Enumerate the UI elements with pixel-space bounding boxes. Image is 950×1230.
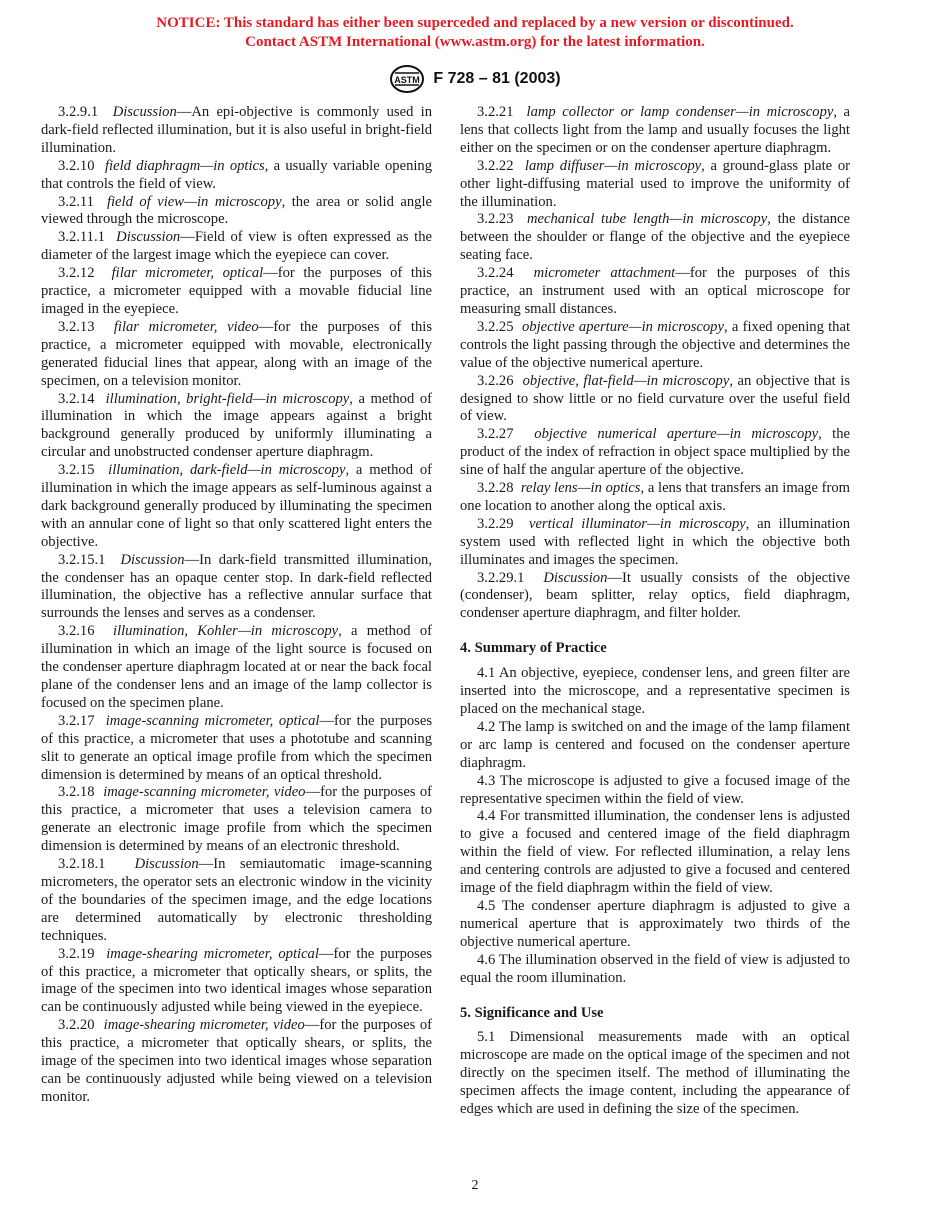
astm-logo-icon xyxy=(389,64,425,94)
definition-text: , the product of the index of refraction in object space multiplied by the sine of half the angular aperture of the objective. xyxy=(460,426,850,479)
clause-number: 3.2.14 xyxy=(58,390,106,407)
definition-text: —In dark-field transmitted illumination, the condenser has an opaque center stop. In dark-field reflected illumination, the objective has a reflective annular surface that surrounds the lenses and serves as a condenser. xyxy=(41,551,432,622)
defined-term: mechanical tube length—in microscopy xyxy=(527,211,768,228)
definition-paragraph xyxy=(460,373,850,427)
definition-paragraph xyxy=(41,623,432,713)
body-paragraph: 4.3 The microscope is adjusted to give a focused image of the representative specimen within the field of view. xyxy=(460,772,850,807)
definition-paragraph xyxy=(41,784,432,856)
definitions-continued xyxy=(460,104,850,623)
definition-text: , an illumination system used with reflected light in which the objective both illuminates and images the specimen. xyxy=(460,515,851,568)
defined-term: illumination, dark-field—in microscopy xyxy=(108,462,346,479)
definition-text: , the distance between the shoulder or flange of the objective and the eyepiece seating face. xyxy=(460,211,851,264)
clause-number: 3.2.12 xyxy=(58,265,112,282)
definition-paragraph xyxy=(460,158,850,212)
definition-paragraph xyxy=(41,552,432,624)
definition-paragraph xyxy=(460,104,850,158)
definition-paragraph xyxy=(41,194,432,230)
notice-line-1: NOTICE: This standard has either been superceded and replaced by a new version or discontinued. xyxy=(156,15,794,31)
notice-line-2: Contact ASTM International (www.astm.org) for the latest information. xyxy=(245,34,705,50)
definition-text: —for the purposes of this practice, a micrometer that uses a phototube and scanning slit to generate an optical image profile from which the specimen dimension is determined by means of an optical threshold. xyxy=(41,712,432,783)
definition-text: —for the purposes of this practice, a micrometer that optically shears, or splits, the image of the specimen into two identical images whose separation can be continuously adjusted while being viewed on a television monitor. xyxy=(41,1017,432,1105)
definition-text: , a lens that transfers an image from one location to another along the optical axis. xyxy=(460,480,850,514)
definition-text: , the area or solid angle viewed through the microscope. xyxy=(41,193,432,228)
defined-term: illumination, Kohler—in microscopy xyxy=(113,623,339,640)
section-4-heading: 4. Summary of Practice xyxy=(460,640,607,657)
clause-number: 3.2.19 xyxy=(58,945,107,962)
definition-paragraph xyxy=(460,516,850,570)
definition-text: , a usually variable opening that controls the field of view. xyxy=(41,157,433,192)
defined-term: image-scanning micrometer, video xyxy=(103,784,306,801)
defined-term: field diaphragm—in optics xyxy=(105,157,265,174)
designation: F 728 – 81 (2003) xyxy=(433,70,561,87)
defined-term: image-shearing micrometer, optical xyxy=(106,945,319,962)
defined-term: objective aperture—in microscopy xyxy=(522,318,724,335)
clause-number: 3.2.22 xyxy=(477,157,525,174)
body-paragraph: 4.5 The condenser aperture diaphragm is adjusted to give a numerical aperture that is approximately two thirds of the objective numerical aperture. xyxy=(460,897,850,950)
definition-text: —Field of view is often expressed as the diameter of the largest image which the eyepiece can cover. xyxy=(41,229,433,264)
defined-term: image-scanning micrometer, optical xyxy=(105,712,320,729)
definition-paragraph xyxy=(41,158,432,194)
definition-paragraph xyxy=(460,480,850,516)
definition-paragraph xyxy=(41,1017,432,1107)
clause-number: 3.2.15 xyxy=(58,462,109,479)
astm-logo-text: ASTM xyxy=(394,75,421,85)
defined-term: Discussion xyxy=(112,104,177,120)
definition-paragraph xyxy=(41,391,432,463)
definition-paragraph xyxy=(41,265,432,319)
clause-number: 3.2.11.1 xyxy=(58,229,117,246)
clause-number: 3.2.13 xyxy=(58,318,114,335)
clause-number: 3.2.20 xyxy=(58,1017,104,1034)
clause-number: 3.2.16 xyxy=(58,623,114,640)
definition-text: , an objective that is designed to show little or no field curvature over the useful field of view. xyxy=(460,372,851,425)
definition-text: —for the purposes of this practice, a micrometer equipped with a movable fiducial line imaged in the eyepiece. xyxy=(41,265,432,317)
definition-paragraph xyxy=(460,319,850,373)
defined-term: filar micrometer, video xyxy=(113,318,259,335)
defined-term: micrometer attachment xyxy=(533,265,676,282)
defined-term: image-shearing micrometer, video xyxy=(103,1017,305,1034)
definition-text: —for the purposes of this practice, a micrometer equipped with movable, electronically generated fiducial lines that appear, along with an image of the specimen, on a television monitor. xyxy=(41,318,432,389)
definition-text: , a lens that collects light from the lamp and usually focuses the light either on the specimen or on the condenser aperture diaphragm. xyxy=(460,104,850,156)
clause-number: 3.2.15.1 xyxy=(58,551,121,568)
clause-number: 3.2.29 xyxy=(477,515,529,532)
clause-number: 3.2.17 xyxy=(58,712,106,729)
definition-paragraph xyxy=(460,211,850,265)
page-number: 2 xyxy=(471,1178,479,1193)
defined-term: Discussion xyxy=(134,856,199,873)
section-4-body xyxy=(460,665,850,987)
clause-number: 3.2.24 xyxy=(477,265,534,282)
defined-term: Discussion xyxy=(543,569,608,586)
clause-number: 3.2.18 xyxy=(58,784,104,801)
definition-paragraph xyxy=(41,713,432,785)
left-column xyxy=(41,104,432,1107)
clause-number: 3.2.26 xyxy=(477,372,523,389)
definition-paragraph xyxy=(41,856,432,946)
definition-text: , a ground-glass plate or other light-diffusing material used to improve the uniformity of the illumination. xyxy=(460,157,850,210)
clause-number: 3.2.10 xyxy=(58,157,105,174)
clause-number: 3.2.21 xyxy=(477,104,527,120)
clause-number: 3.2.28 xyxy=(477,480,521,497)
definition-text: —for the purposes of this practice, a micrometer that optically shears, or splits, the image of the specimen into two identical images whose separation can be continuously adjusted while being viewed in the eyepiece. xyxy=(41,945,433,1016)
defined-term: vertical illuminator—in microscopy xyxy=(528,515,746,532)
body-paragraph: 4.4 For transmitted illumination, the condenser lens is adjusted to give a focused and centered image of the field diaphragm within the field of view. For reflected illumination, a relay lens and centering controls are adjusted to give a focused and centered image of the field diaphragm within the field of view. xyxy=(460,808,850,897)
definition-text: , a method of illumination in which the image appears as self-luminous against a dark background generally produced by illuminating the specimen with an annular cone of light so that only scattered light enters the objective. xyxy=(41,462,432,550)
definition-text: —for the purposes of this practice, a micrometer that uses a television camera to generate an electronic image profile from which the specimen dimension is determined by means of an electronic threshold. xyxy=(41,784,433,855)
definition-text: —In semiautomatic image-scanning micrometers, the operator sets an electronic window in the vicinity of the boundaries of the specimen image, and the edge locations are determined automatically by electronic thresholding techniques. xyxy=(41,856,432,944)
definition-paragraph xyxy=(41,319,432,391)
body-paragraph: 4.1 An objective, eyepiece, condenser lens, and green filter are inserted into the microscope, and a representative specimen is placed on the mechanical stage. xyxy=(460,665,850,717)
clause-number: 3.2.25 xyxy=(477,318,522,335)
defined-term: Discussion xyxy=(116,229,181,246)
defined-term: filar micrometer, optical xyxy=(111,265,264,282)
definition-paragraph xyxy=(41,462,432,552)
defined-term: field of view—in microscopy xyxy=(106,193,282,210)
definition-paragraph xyxy=(460,265,850,319)
notice-banner xyxy=(0,14,950,52)
section-5-body xyxy=(460,1029,850,1119)
definition-text: —It usually consists of the objective (condenser), beam splitter, relay optics, field diaphragm, condenser aperture diaphragm, and filter holder. xyxy=(460,569,850,622)
definition-text: , a method of illumination in which an image of the light source is focused on the condenser aperture diaphragm located at or near the back focal plane of the condenser lens and an image of the lamp collector is focused on the specimen plane. xyxy=(41,623,432,711)
right-column xyxy=(460,104,850,1119)
defined-term: illumination, bright-field—in microscopy xyxy=(105,390,350,407)
clause-number: 3.2.11 xyxy=(58,193,107,210)
clause-number: 3.2.23 xyxy=(477,211,527,228)
definition-text: —for the purposes of this practice, an instrument used with an optical microscope for measuring small distances. xyxy=(460,265,850,317)
section-5-heading: 5. Significance and Use xyxy=(460,1004,604,1021)
defined-term: Discussion xyxy=(120,551,185,568)
clause-number: 3.2.9.1 xyxy=(58,104,113,120)
defined-term: relay lens—in optics xyxy=(520,480,641,497)
definition-paragraph xyxy=(41,104,432,158)
definition-paragraph xyxy=(460,426,850,480)
standard-header xyxy=(0,64,950,94)
definition-text: —An epi-objective is commonly used in dark-field reflected illumination, but it is also useful in bright-field illumination. xyxy=(41,104,432,156)
body-paragraph: 5.1 Dimensional measurements made with an optical microscope are made on the optical image of the specimen and not directly on the specimen itself. The method of illuminating the specimen affects the image content, including the appearance of edges which are used in defining the size of the specimen. xyxy=(460,1029,850,1118)
defined-term: lamp diffuser—in microscopy xyxy=(524,157,702,174)
definition-paragraph xyxy=(460,570,850,624)
defined-term: lamp collector or lamp condenser—in microscopy xyxy=(526,104,834,120)
defined-term: objective numerical aperture—in microscopy xyxy=(534,426,819,443)
clause-number: 3.2.18.1 xyxy=(58,856,135,873)
clause-number: 3.2.29.1 xyxy=(477,569,544,586)
body-paragraph: 4.6 The illumination observed in the field of view is adjusted to equal the room illumination. xyxy=(460,951,850,986)
defined-term: objective, flat-field—in microscopy xyxy=(522,372,730,389)
definition-paragraph xyxy=(41,229,432,265)
body-paragraph: 4.2 The lamp is switched on and the image of the lamp filament or arc lamp is centered and focused on the condenser aperture diaphragm. xyxy=(460,718,850,771)
definition-text: , a fixed opening that controls the light passing through the objective and determines the value of the objective numerical aperture. xyxy=(460,318,851,371)
clause-number: 3.2.27 xyxy=(477,426,535,443)
definition-text: , a method of illumination in which the image appears against a bright background generally produced by uniformly illuminating a circular and unobstructed condenser aperture diaphragm. xyxy=(41,390,432,461)
definition-paragraph xyxy=(41,946,432,1018)
